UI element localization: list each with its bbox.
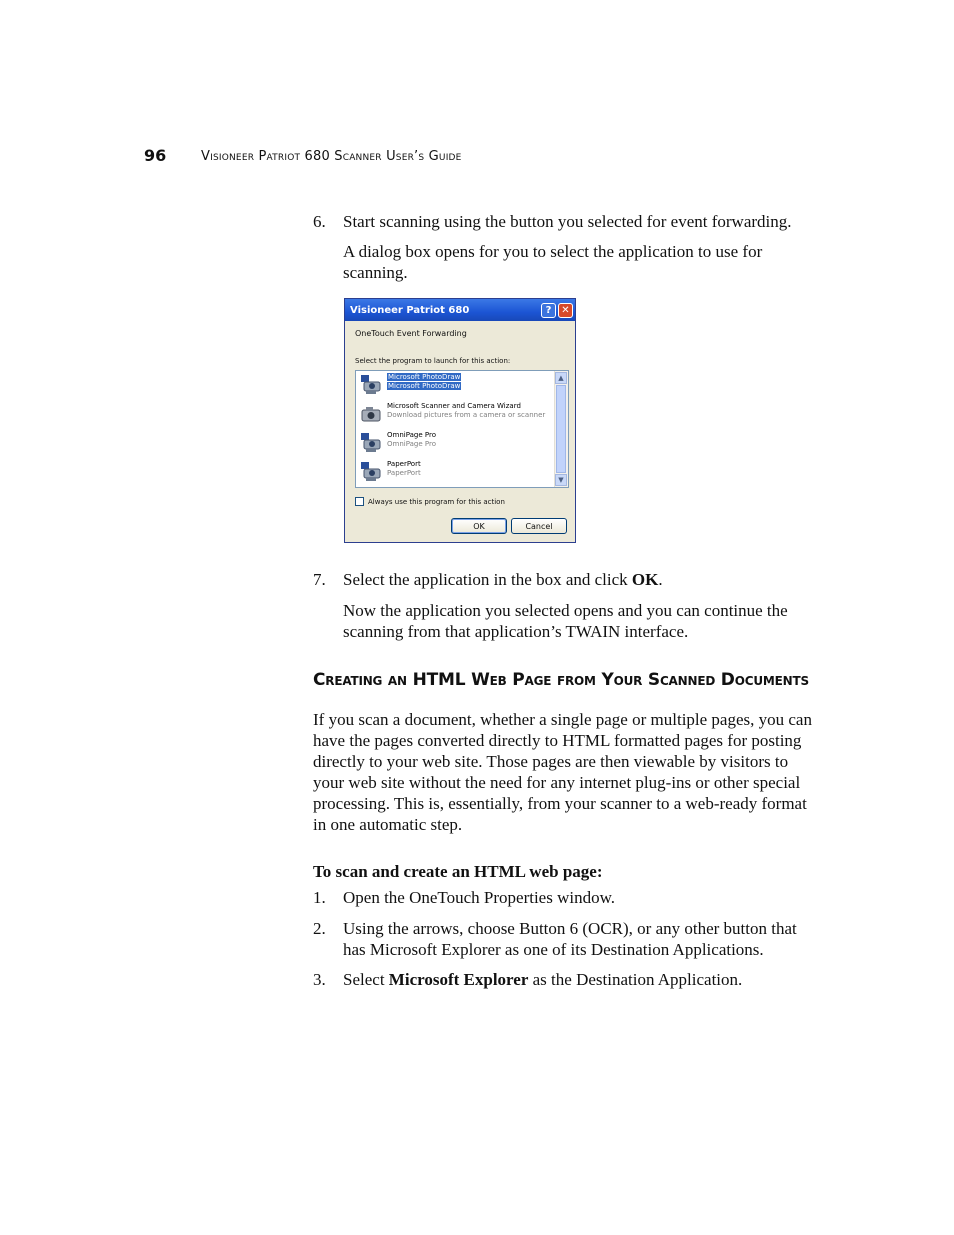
step-6-note: A dialog box opens for you to select the application to use for scanning. (343, 242, 763, 282)
list-item[interactable] (358, 459, 554, 487)
program-list[interactable] (355, 370, 569, 488)
proc-step-3-number: 3. (313, 970, 326, 989)
scroll-thumb[interactable] (556, 385, 566, 473)
item-subtitle: PaperPort (387, 469, 421, 477)
dialog-title: Visioneer Patriot 680 (350, 304, 470, 316)
step-7-note: Now the application you selected opens and you can continue the scanning from that application’s TWAIN interface. (343, 601, 788, 641)
scanner-app-icon (360, 461, 382, 483)
step-7-ok-emphasis: OK (631, 570, 659, 589)
procedure-heading: To scan and create an HTML web page: (313, 862, 603, 881)
proc-step-3-end: as the Destination Application. (528, 970, 743, 989)
application-select-dialog (344, 298, 576, 543)
microsoft-explorer-emphasis: Microsoft Explorer (388, 970, 529, 989)
always-use-checkbox[interactable] (355, 497, 364, 506)
section-paragraph: If you scan a document, whether a single page or multiple pages, you can have the pages converted directly to HTML formatted pages for posting directly to your web site. Those pages are then viewable by visitors to your web site without the need for any internet plug-ins or other special processing. This is, essentially, from your scanner to a web-ready format in one automatic step. (313, 710, 812, 834)
proc-step-3-text (343, 969, 813, 990)
proc-step-1-number: 1. (313, 888, 326, 907)
item-title: Microsoft PhotoDraw (388, 373, 461, 381)
list-item[interactable] (358, 401, 554, 429)
section-heading: Creating an HTML Web Page from Your Scanned Documents (313, 670, 809, 690)
list-label: Select the program to launch for this action: (355, 357, 511, 365)
ok-button[interactable]: OK (451, 518, 507, 534)
step-7-text-end: . (658, 570, 663, 589)
proc-step-2-number: 2. (313, 919, 326, 938)
scroll-down-icon[interactable]: ▼ (555, 474, 567, 486)
dialog-titlebar (345, 299, 575, 321)
step-7-text-start: Select the application in the box and click (343, 570, 632, 589)
item-title: OmniPage Pro (387, 431, 436, 439)
proc-step-2-text: Using the arrows, choose Button 6 (OCR), or any other button that has Microsoft Explorer as one of its Destination Applications. (343, 919, 797, 959)
help-icon[interactable]: ? (541, 303, 556, 318)
cancel-button[interactable]: Cancel (511, 518, 567, 534)
event-label: OneTouch Event Forwarding (355, 329, 467, 338)
item-subtitle: Download pictures from a camera or scanner (387, 411, 546, 419)
item-subtitle: OmniPage Pro (387, 440, 436, 448)
proc-step-1-text: Open the OneTouch Properties window. (343, 888, 616, 907)
always-use-label: Always use this program for this action (368, 497, 505, 506)
item-title: PaperPort (387, 460, 421, 468)
proc-step-3-start: Select (343, 970, 389, 989)
list-item[interactable] (358, 430, 554, 458)
scanner-app-icon (360, 374, 382, 396)
list-scrollbar[interactable] (554, 371, 568, 487)
list-item[interactable] (358, 372, 554, 400)
scroll-up-icon[interactable]: ▲ (555, 372, 567, 384)
step-6-text: Start scanning using the button you selected for event forwarding. (343, 212, 792, 231)
camera-icon (360, 403, 382, 425)
step-7-number: 7. (313, 570, 326, 589)
step-6-number: 6. (313, 212, 326, 231)
item-title: Microsoft Scanner and Camera Wizard (387, 402, 521, 410)
always-use-row[interactable] (355, 497, 505, 506)
item-subtitle: Microsoft PhotoDraw (388, 382, 461, 390)
running-header: Visioneer Patriot 680 Scanner User’s Guide (201, 149, 462, 164)
page-number: 96 (144, 146, 167, 165)
step-7-text (343, 569, 813, 590)
close-icon[interactable]: ✕ (558, 303, 573, 318)
scanner-app-icon (360, 432, 382, 454)
